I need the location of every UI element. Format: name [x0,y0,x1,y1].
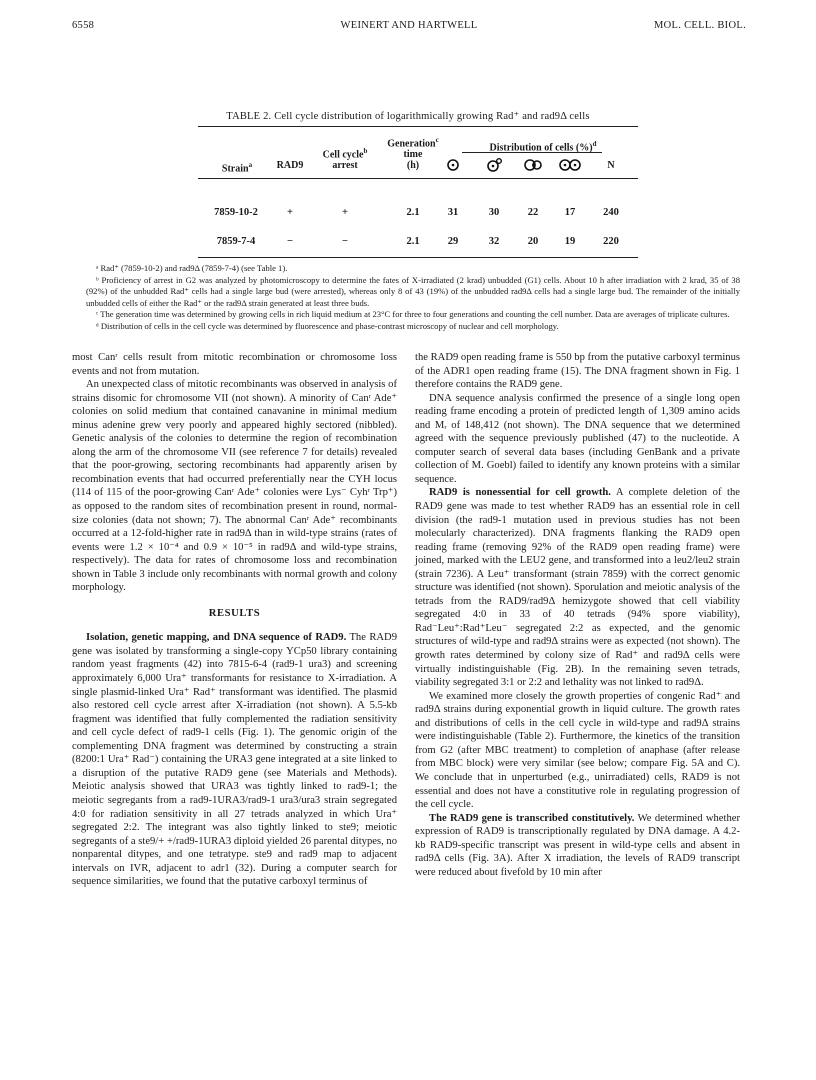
binucleate-cell-icon [558,158,582,172]
cell-rad9: − [287,236,293,247]
cell-strain: 7859-10-2 [214,207,258,218]
paragraph: the RAD9 open reading frame is 550 bp from the putative carboxyl terminus of the ADR1 open reading frame (15). The DNA fragment shown in Fig. 1 therefore contains the RAD9 gene. [415,352,740,391]
footnote: ᵇ Proficiency of arrest in G2 was analyzed by photomicroscopy to determine the fates of X-irradiated (2 krad) unbudded (G1) cells. About 10 h after irradiation with 2 krad, 35 of 38 (92%) of the unbudded Rad⁺ cells had a single large bud (were arrested), whereas only 8 of 43 (19%) of the unbudded rad9Δ cells had a single large bud. The remainder of the initially unbudded cells of either the Rad⁺ or the rad9Δ strain generated at least three buds. [86,274,740,308]
cell-dist-1: 31 [447,207,459,218]
table-header-rule [198,178,638,179]
th-cell-cycle-arrest: Cell cycle$^b$ arrest [322,147,368,172]
unbudded-cell-icon [441,158,465,172]
th-distribution: Distribution of cells (%)$^d$ [489,140,597,154]
table-bottom-rule [198,257,638,258]
cell-generation-time: 2.1 [406,236,420,247]
paragraph: The RAD9 gene is transcribed constitutively. We determined whether expression of RAD9 is transcriptionally regulated by DNA damage. A 4.2-kb RAD9-specific transcript was present in wild-type cells and absent in rad9Δ cells (Fig. 3A). After X irradiation, the levels of RAD9 transcript were reduced about fivefold by 10 min after [415,812,740,878]
cell-dist-2: 30 [488,207,500,218]
table-top-rule [198,126,638,127]
paragraph: An unexpected class of mitotic recombinants was observed in analysis of strains disomic for chromosome VII (not shown). A minority of Canʳ Ade⁺ colonies on solid medium that contained canavanine in minimal medium minus adenine grew very poorly and appeared highly sectored (nibbled). Genetic analysis of the colonies to determine the region of recombination along the arm of the chromosome VII (see reference 7 for details) revealed that the poor-growing, sectoring recombinants had apparently arisen by recombination events that had occurred preferentially near the CYH locus (114 of 115 of the poor-growing Canʳ Ade⁺ colonies were Lys⁻ Cyhʳ Trp⁺) as opposed to the random sites of recombination present in round, normal-size colonies (data not shown; 7). The abnormal Canʳ Ade⁺ recombinants occurred at a 12-fold-higher rate in rad9Δ than in wild-type strains (rates of events were 1.2 × 10⁻⁴ and 0.9 × 10⁻⁵ in rad9Δ and wild-type strains, respectively). The data for rates of chromosome loss and recombination shown in Table 3 include only recombinants with normal growth and colony morphology. [72,379,397,594]
paragraph: most Canʳ cells result from mitotic recombination or chromosome loss events and not from mutation. [72,352,397,377]
cell-n: 220 [603,236,619,247]
run-in-heading: RAD9 is nonessential for cell growth. [429,487,611,499]
cell-arrest: + [342,207,348,218]
section-heading: RESULTS [208,607,261,619]
paragraph: RAD9 is nonessential for cell growth. A complete deletion of the RAD9 gene was made to test whether RAD9 has an essential role in cell division (the rad9-1 mutation used in previous studies has not been molecularly characterized). DNA fragments flanking the RAD9 open reading frame (removing 92% of the RAD9 open reading frame) were joined, marked with the LEU2 gene, and transformed into a leu2/leu2 strain (strain 7236). A Leu⁺ transformant (strain 7859) with the correct genomic structure was identified (not shown). Sporulation and meiotic analysis of the tetrads from the RAD9/rad9Δ hemizygote showed that cell viability segregated 4:0 in 33 of 40 tetrads (94% spore viability), Rad⁻Leu⁺:Rad⁺Leu⁻ segregated 2:2 as expected, and the genomic structures of wild-type and rad9Δ strains were as expected (not shown). The growth rates determined by colony size of Rad⁺ and rad9Δ cells were virtually indistinguishable (Fig. 2B). In the remaining seven tetrads, viability segregated 3:1 or 2:2 and lethality was not linked to rad9Δ. [415,487,740,689]
cell-dist-2: 32 [488,236,500,247]
cell-n: 240 [603,207,619,218]
th-generation-time: Generation$^c$ time (h) [387,136,439,172]
small-bud-cell-icon [482,158,506,172]
cell-dist-4: 17 [564,207,576,218]
cell-rad9: + [287,207,293,218]
page-number: 6558 [72,20,95,31]
cell-dist-3: 20 [527,236,539,247]
table-caption: TABLE 2. Cell cycle distribution of logarithmically growing Rad⁺ and rad9Δ cells [226,111,590,122]
th-strain: Strain$^a$ [221,161,253,175]
footnote: ᵈ Distribution of cells in the cell cycle was determined by fluorescence and phase-contrast microscopy of nuclear and cell morphology. [96,320,559,331]
cell-arrest: − [342,236,348,247]
running-header [72,20,746,34]
right-column [415,351,740,879]
distribution-rule [462,152,602,153]
run-in-heading: The RAD9 gene is transcribed constitutively. [429,812,635,824]
cell-dist-1: 29 [447,236,459,247]
cell-strain: 7859-7-4 [216,236,256,247]
paragraph: DNA sequence analysis confirmed the presence of a single long open reading frame encoding a protein of predicted length of 1,309 amino acids and Mᵣ of 148,412 (not shown). The DNA sequence that we determined agreed with the sequence previously published (47) to the nucleotide. A computer search of several data bases (including GenBank and a private collection of M. Goebl) failed to identify any known proteins with a similar sequence. [415,392,740,485]
table-footnotes [86,263,740,333]
cell-dist-4: 19 [564,236,576,247]
footnote: ᶜ The generation time was determined by growing cells in rich liquid medium at 23°C for three to four generations and counting the cell number. Data are averages of triplicate cultures. [96,309,730,320]
journal-name: MOL. CELL. BIOL. [654,20,746,31]
large-bud-cell-icon [521,158,545,172]
cell-generation-time: 2.1 [406,207,420,218]
th-rad9: RAD9 [276,160,304,171]
th-n: N [607,160,615,171]
footnote: ᵃ Rad⁺ (7859-10-2) and rad9Δ (7859-7-4) (see Table 1). [96,263,288,273]
paragraph: We examined more closely the growth properties of congenic Rad⁺ and rad9Δ strains during exponential growth in liquid culture. The growth rates and distributions of cells in the cell cycle in wild-type and rad9Δ strains were indistinguishable (Table 2). Furthermore, the kinetics of the transition from G2 (after MBC treatment) to completion of anaphase (after release from MBC block) were very similar (see below; compare Fig. 5A and C). We conclude that in unperturbed (e.g., unirradiated) cells, RAD9 is not essential and does not have a constitutive role in regulating progression of the cell cycle. [415,690,740,811]
run-in-heading: Isolation, genetic mapping, and DNA sequence of RAD9. [86,632,347,644]
paragraph: Isolation, genetic mapping, and DNA sequence of RAD9. The RAD9 gene was isolated by transforming a single-copy YCp50 library containing random yeast fragments (42) into 7815-6-4 (rad9-1 ura3) and screening approximately 6,000 Ura⁺ transformants for resistance to X-irradiation. A single plasmid-linked Ura⁺ Rad⁺ transformant was identified. The plasmid also restored cell cycle arrest after X-irradiation (not shown). A 5.5-kb fragment was identified that fully complemented the radiation sensitivity and cell cycle defect of rad9-1 cells (Fig. 1). The genomic origin of the complementing DNA fragment was determined by constructing a strain (8200:1 Ura⁺ Rad⁻) containing the URA3 gene integrated at a site linked to a disruption of the putative RAD9 gene (see Materials and Methods). Meiotic analysis showed that URA3 was tightly linked to rad9-1; the meiotic segregants from a rad9-1URA3/rad9-1 ura3/ura3 strain segregated 4:0 for radiation sensitivity in all 27 tetrads analyzed in which Ura⁺ segregated 2:2. The integrant was also tightly linked to ste9; meiotic segregants of a ste9/+ +/rad9-1URA3 diploid yielded 26 parental ditypes, no nonparental ditypes, and one tetratype. ste9 and rad9 map to adjacent intervals on IVR, adjacent to adr1 (32). During a computer search for sequence similarities, we found that the putative carboxyl terminus of [72,632,397,888]
running-authors: WEINERT AND HARTWELL [340,20,478,31]
cell-dist-3: 22 [527,207,539,218]
left-column [72,351,397,889]
